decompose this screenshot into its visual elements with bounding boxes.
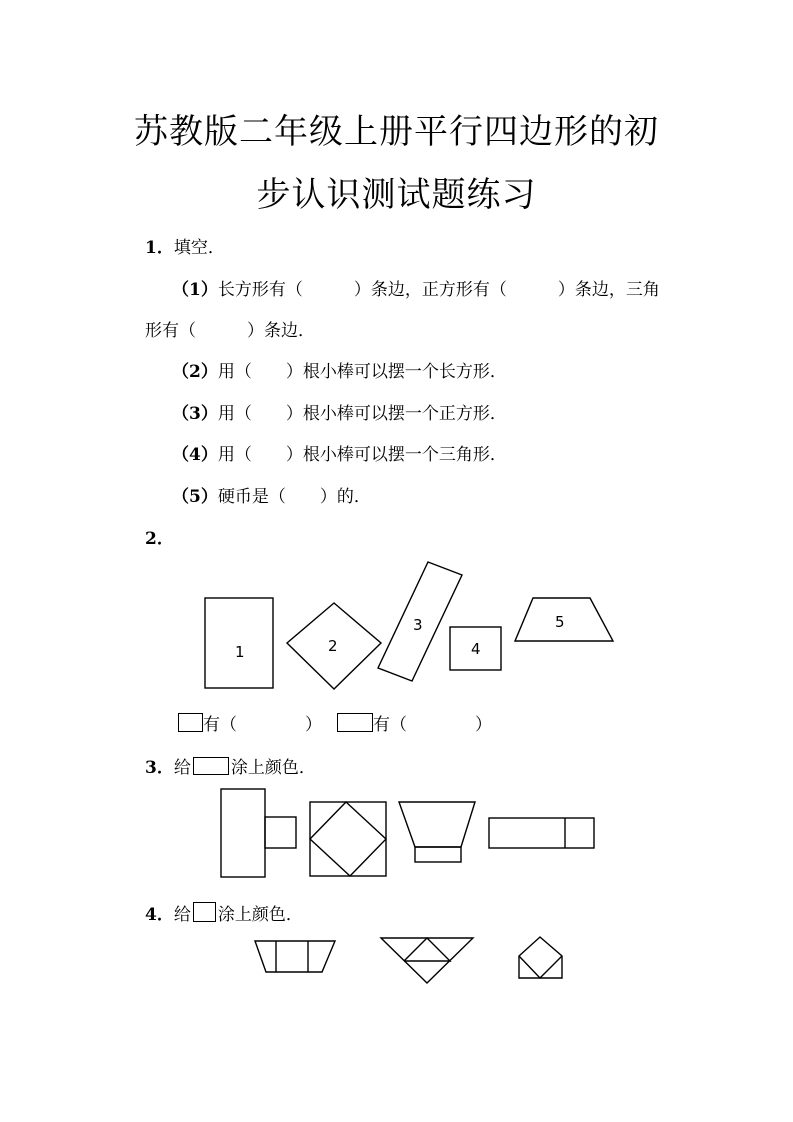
q3-fig4-long-rectangle [489, 818, 594, 848]
q3-fig3-trapezoid [399, 802, 475, 847]
q1-label: 填空． [173, 238, 225, 258]
q2-shapes-figure [0, 560, 793, 690]
q1-item-3: （3）用（ ）根小棒可以摆一个正方形． [172, 404, 507, 424]
shape-4-label: 4 [471, 640, 481, 658]
q2-answer-square: 有（ ） [178, 710, 322, 735]
shape-2-label: 2 [328, 637, 338, 655]
q3-fig2-square [310, 802, 386, 876]
page-title-line2: 步认识测试题练习 [256, 175, 537, 215]
q3-fig3-base-rectangle [415, 847, 461, 862]
q4-fig3-inner-lines [519, 956, 562, 978]
q2-answer-rectangle: 有（ ） [337, 710, 492, 735]
q3-fig1-tall-rectangle [221, 789, 265, 877]
q4-shapes-figure [0, 930, 793, 990]
q1-item-2: （2）用（ ）根小棒可以摆一个长方形． [172, 362, 507, 382]
q2-number: 2． [145, 529, 174, 549]
q4-fig1-trapezoid [255, 941, 335, 972]
q1-number: 1． [145, 238, 174, 258]
shape-3-label: 3 [413, 616, 423, 634]
q1-heading [145, 233, 225, 258]
square-icon [193, 902, 216, 922]
shape-5-label: 5 [555, 613, 565, 631]
q1-item-4: （4）用（ ）根小棒可以摆一个三角形． [172, 445, 507, 465]
page-title-line1: 苏教版二年级上册平行四边形的初 [134, 112, 659, 152]
square-icon [178, 713, 203, 732]
q3-shapes-figure [0, 785, 793, 885]
q1-item-5: （5）硬币是（ ）的． [172, 487, 371, 507]
q1-item-1-cont: 形有（ ）条边． [145, 321, 315, 341]
q4-heading: 4．给 涂上颜色． [145, 900, 303, 925]
q4-fig2-inner-lines [404, 938, 450, 961]
q3-fig1-small-square [265, 817, 296, 848]
shape-1-label: 1 [235, 643, 245, 661]
rectangle-icon [337, 713, 373, 732]
rectangle-icon [193, 757, 229, 775]
q4-fig3-house [519, 937, 562, 978]
q1-item-1: （1）长方形有（ ）条边，正方形有（ ）条边，三角 [172, 280, 660, 300]
q3-fig2-inner-diamond [310, 802, 386, 876]
q3-heading: 3．给 涂上颜色． [145, 758, 316, 778]
